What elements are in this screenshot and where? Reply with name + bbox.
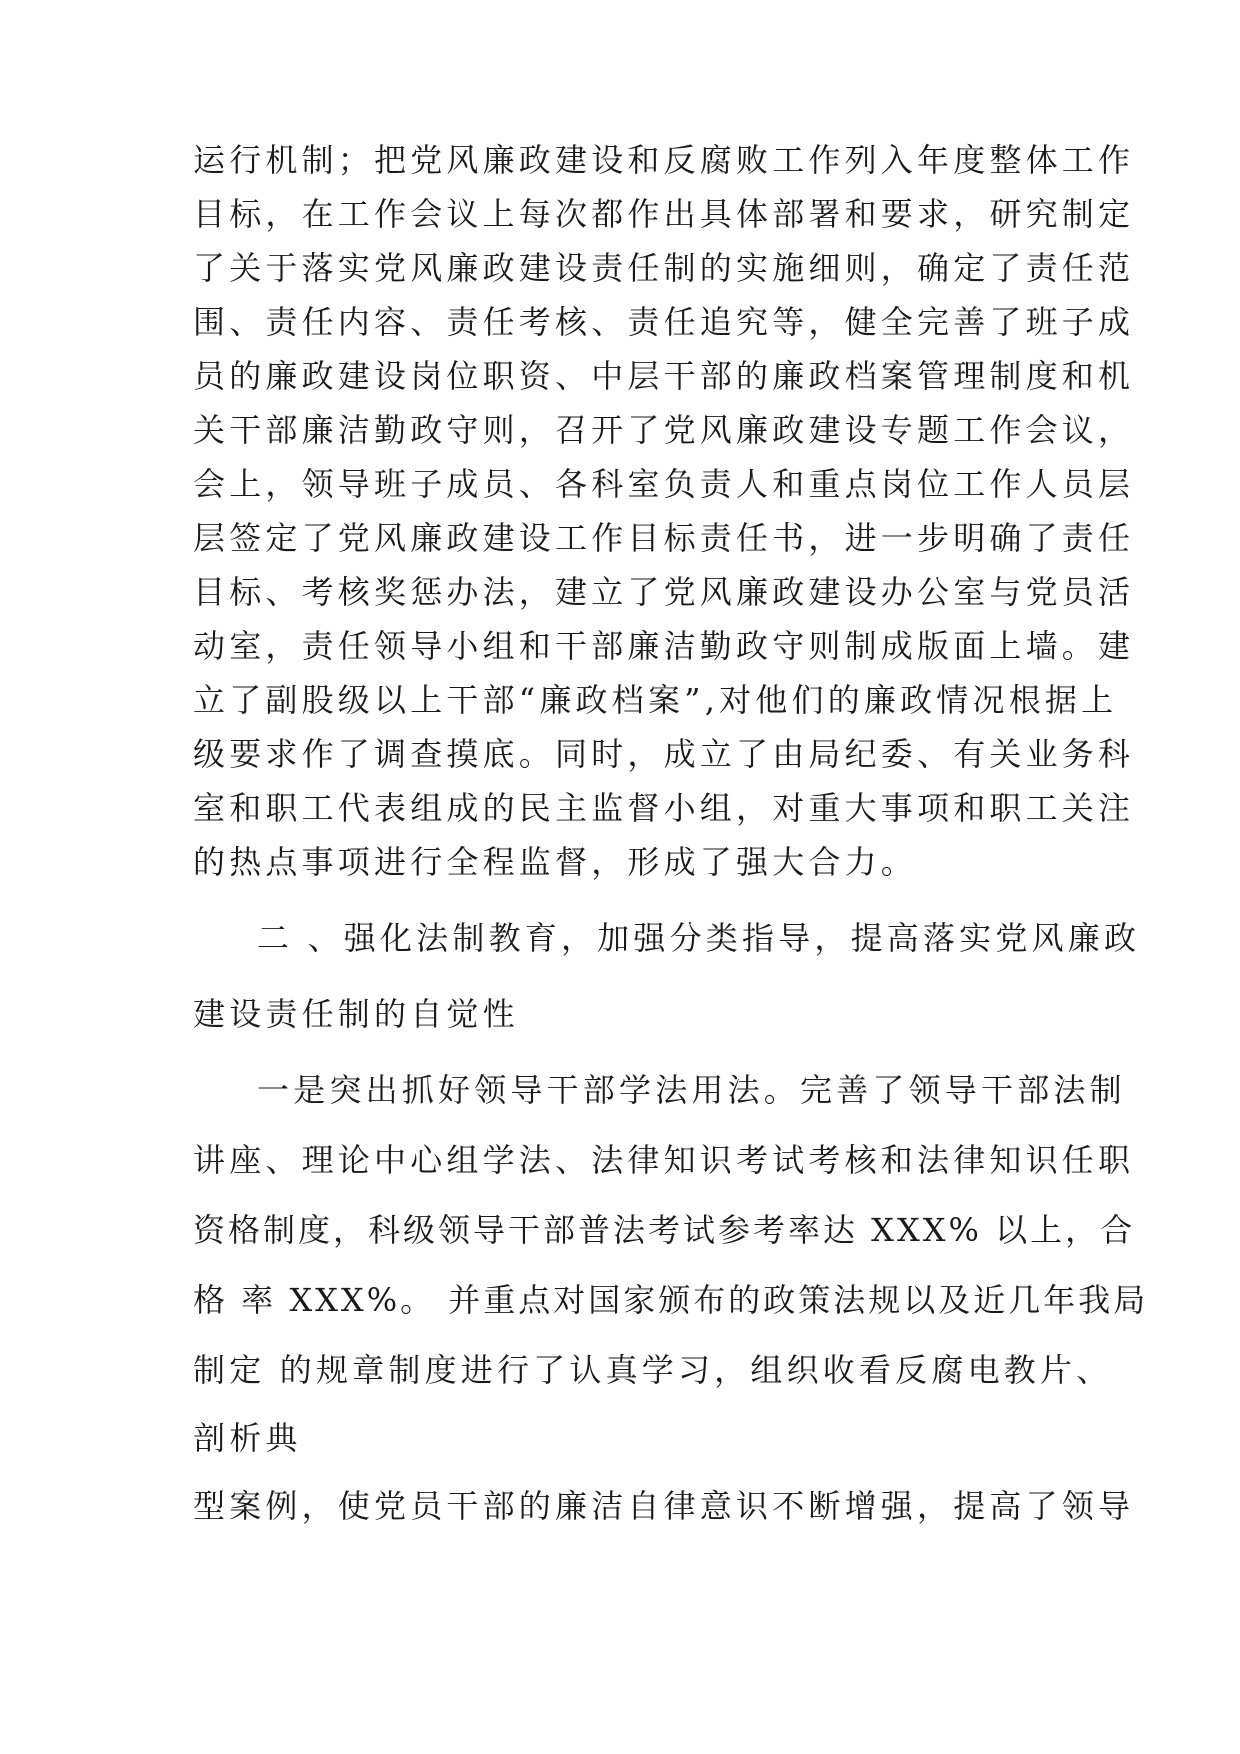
text-line: 动室，责任领导小组和干部廉洁勤政守则制成版面上墙。建 [193, 627, 1135, 665]
text-line: 讲座、理论中心组学法、法律知识考试考核和法律知识任职 [193, 1141, 1135, 1179]
text-line: 资格制度，科级领导干部普法考试参考率达 XXX% 以上，合 [193, 1211, 1136, 1249]
text-line: 型案例，使党员干部的廉洁自律意识不断增强，提高了领导 [193, 1487, 1135, 1525]
section-heading: 建设责任制的自觉性 [193, 995, 519, 1033]
text-line: 会上，领导班子成员、各科室负责人和重点岗位工作人员层 [193, 465, 1135, 503]
text-line: 围、责任内容、责任考核、责任追究等，健全完善了班子成 [193, 303, 1135, 341]
text-line: 剖析典 [193, 1419, 302, 1457]
text-line: 层签定了党风廉政建设工作目标责任书，进一步明确了责任 [193, 519, 1135, 557]
text-line: 一是突出抓好领导干部学法用法。完善了领导干部法制 [257, 1071, 1126, 1109]
text-line: 级要求作了调查摸底。同时，成立了由局纪委、有关业务科 [193, 735, 1135, 773]
text-line: 运行机制；把党风廉政建设和反腐败工作列入年度整体工作 [193, 141, 1135, 179]
text-line: 立了副股级以上干部“廉政档案”,对他们的廉政情况根据上 [193, 681, 1118, 719]
text-line: 的热点事项进行全程监督，形成了强大合力。 [193, 843, 918, 881]
text-line: 员的廉政建设岗位职资、中层干部的廉政档案管理制度和机 [193, 357, 1135, 395]
text-line: 了关于落实党风廉政建设责任制的实施细则，确定了责任范 [193, 249, 1135, 287]
section-heading: 二 、强化法制教育，加强分类指导，提高落实党风廉政 [257, 919, 1141, 957]
text-line: 制定 的规章制度进行了认真学习，组织收看反腐电教片、 [193, 1351, 1113, 1389]
text-line: 室和职工代表组成的民主监督小组，对重大事项和职工关注 [193, 789, 1135, 827]
text-line: 目标，在工作会议上每次都作出具体部署和要求，研究制定 [193, 195, 1135, 233]
text-line: 格 率 XXX%。 并重点对国家颁布的政策法规以及近几年我局 [193, 1281, 1149, 1319]
text-line: 关干部廉洁勤政守则，召开了党风廉政建设专题工作会议， [193, 411, 1135, 449]
text-line: 目标、考核奖惩办法，建立了党风廉政建设办公室与党员活 [193, 573, 1135, 611]
